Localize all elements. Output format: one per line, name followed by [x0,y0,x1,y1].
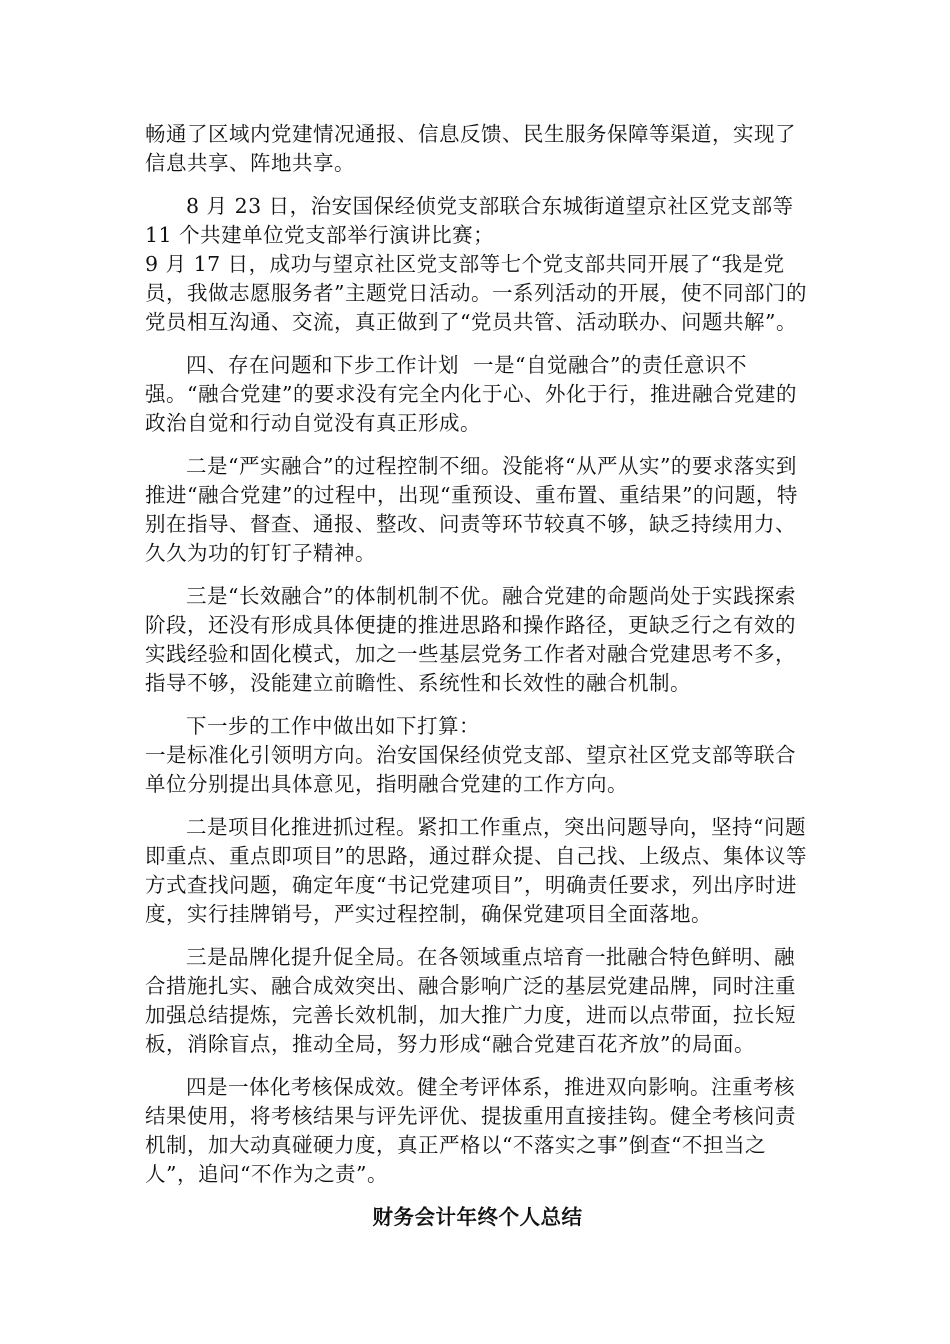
paragraph-4: 四、存在问题和下步工作计划 一是“自觉融合”的责任意识不强。“融合党建”的要求没有完全内化于心、外化于行，推进融合党建的政治自觉和行动自觉没有真正形成。 [145,353,797,435]
paragraph-2: 8 月 23 日，治安国保经侦党支部联合东城街道望京社区党支部等 11 个共建单位党支部举行演讲比赛； [145,194,801,247]
paragraph-9: 二是项目化推进抓过程。紧扣工作重点，突出问题导向，坚持“问题即重点、重点即项目”的思路，通过群众提、自己找、上级点、集体议等方式查找问题，确定年度“书记党建项目”，明确责任要求，列出序时进度，实行挂牌销号，严实过程控制，确保党建项目全面落地。 [145,815,807,926]
paragraph-1: 畅通了区域内党建情况通报、信息反馈、民生服务保障等渠道，实现了信息共享、阵地共享。 [145,122,796,175]
paragraph-8: 一是标准化引领明方向。治安国保经侦党支部、望京社区党支部等联合单位分别提出具体意见，指明融合党建的工作方向。 [145,743,796,796]
paragraph-11: 四是一体化考核保成效。健全考评体系，推进双向影响。注重考核结果使用，将考核结果与评先评优、提拔重用直接挂钩。健全考核问责机制，加大动真碰硬力度，真正严格以“不落实之事”倒查“不担当之人”，追问“不作为之责”。 [145,1075,796,1186]
paragraph-6: 三是“长效融合”的体制机制不优。融合党建的命题尚处于实践探索阶段，还没有形成具体便捷的推进思路和操作路径，更缺乏行之有效的实践经验和固化模式，加之一些基层党务工作者对融合党建思考不多，指导不够，没能建立前瞻性、系统性和长效性的融合机制。 [145,584,796,695]
paragraph-5: 二是“严实融合”的过程控制不细。没能将“从严从实”的要求落实到推进“融合党建”的过程中，出现“重预设、重布置、重结果”的问题，特别在指导、督查、通报、整改、问责等环节较真不够，缺乏持续用力、久久为功的钉钉子精神。 [145,454,798,565]
paragraph-3: 9 月 17 日，成功与望京社区党支部等七个党支部共同开展了“我是党员，我做志愿服务者”主题党日活动。一系列活动的开展，使不同部门的党员相互沟通、交流，真正做到了“党员共管、活动联办、问题共解”。 [145,252,807,334]
document-title: 财务会计年终个人总结 [372,1205,583,1229]
paragraph-10: 三是品牌化提升促全局。在各领域重点培育一批融合特色鲜明、融合措施扎实、融合成效突出、融合影响广泛的基层党建品牌，同时注重加强总结提炼，完善长效机制，加大推广力度，进而以点带面，拉长短板，消除盲点，推动全局，努力形成“融合党建百花齐放”的局面。 [145,945,796,1056]
paragraph-7: 下一步的工作中做出如下打算： [186,714,480,738]
document-page [145,120,810,1232]
